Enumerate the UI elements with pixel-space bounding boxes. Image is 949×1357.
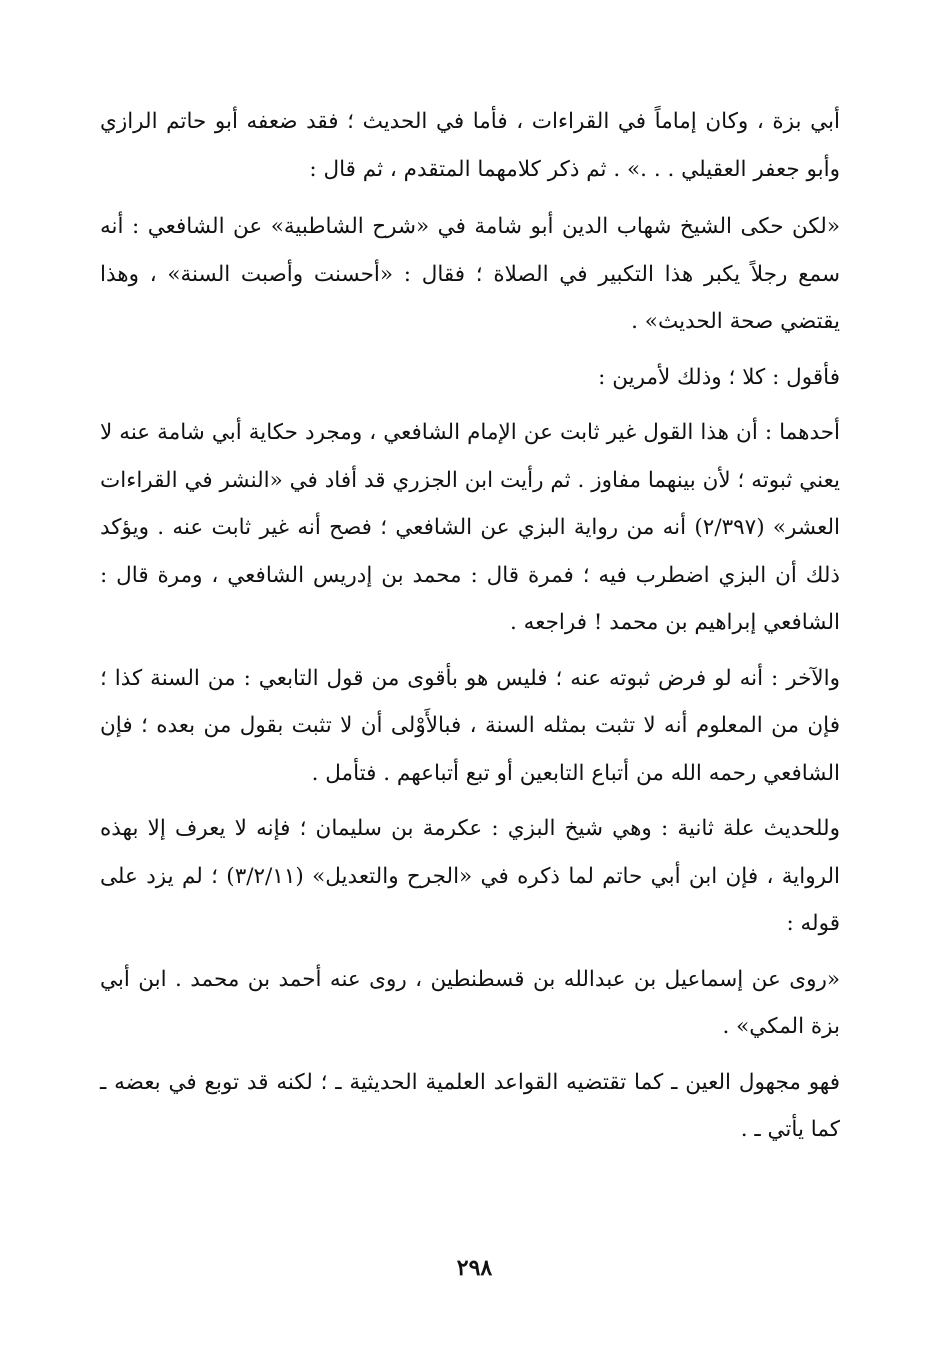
paragraph-abu-shama-quote: «لكن حكى الشيخ شهاب الدين أبو شامة في «شرح الشاطبية» عن الشافعي : أنه سمع رجلاً يكبر هذا التكبير في الصلاة ؛ فقال : «أحسنت وأصبت السنة» ، وهذا يقتضي صحة الحديث» .	[100, 214, 840, 334]
paragraph-first-reason: أحدهما : أن هذا القول غير ثابت عن الإمام الشافعي ، ومجرد حكاية أبي شامة عنه لا يعني ثبوته ؛ لأن بينهما مفاوز . ثم رأيت ابن الجزري قد أفاد في «النشر في القراءات العشر» (٢/٣٩٧) أنه من رواية البزي عن الشافعي ؛ فصح أنه غير ثابت عنه . ويؤكد ذلك أن البزي اضطرب فيه ؛ فمرة قال : محمد بن إدريس الشافعي ، ومرة قال : الشافعي إبراهيم بن محمد ! فراجعه .	[100, 420, 840, 635]
page-body	[100, 98, 840, 1154]
paragraph-conclusion: فهو مجهول العين ـ كما تقتضيه القواعد العلمية الحديثية ـ ؛ لكنه قد توبع في بعضه ـ كما يأتي ـ .	[100, 1069, 840, 1142]
paragraph-second-defect: وللحديث علة ثانية : وهي شيخ البزي : عكرمة بن سليمان ؛ فإنه لا يعرف إلا بهذه الرواية ، فإن ابن أبي حاتم لما ذكره في «الجرح والتعديل» (٣/٢/١١) ؛ لم يزد على قوله :	[100, 816, 840, 936]
page-number: ٢٩٨	[456, 1255, 493, 1281]
paragraph-continuation: أبي بزة ، وكان إماماً في القراءات ، فأما في الحديث ؛ فقد ضعفه أبو حاتم الرازي وأبو جعفر العقيلي . . .» . ثم ذكر كلامهما المتقدم ، ثم قال :	[100, 109, 840, 182]
paragraph-jarh-quote: «روى عن إسماعيل بن عبدالله بن قسطنطين ، روى عنه أحمد بن محمد . ابن أبي بزة المكي» .	[100, 966, 840, 1039]
paragraph-response-intro: فأقول : كلا ؛ وذلك لأمرين :	[598, 364, 840, 390]
paragraph-second-reason: والآخر : أنه لو فرض ثبوته عنه ؛ فليس هو بأقوى من قول التابعي : من السنة كذا ؛ فإن من المعلوم أنه لا تثبت بمثله السنة ، فبالأَوْلى أن لا تثبت بقول من بعده ؛ فإن الشافعي رحمه الله من أتباع التابعين أو تبع أتباعهم . فتأمل .	[100, 665, 840, 786]
